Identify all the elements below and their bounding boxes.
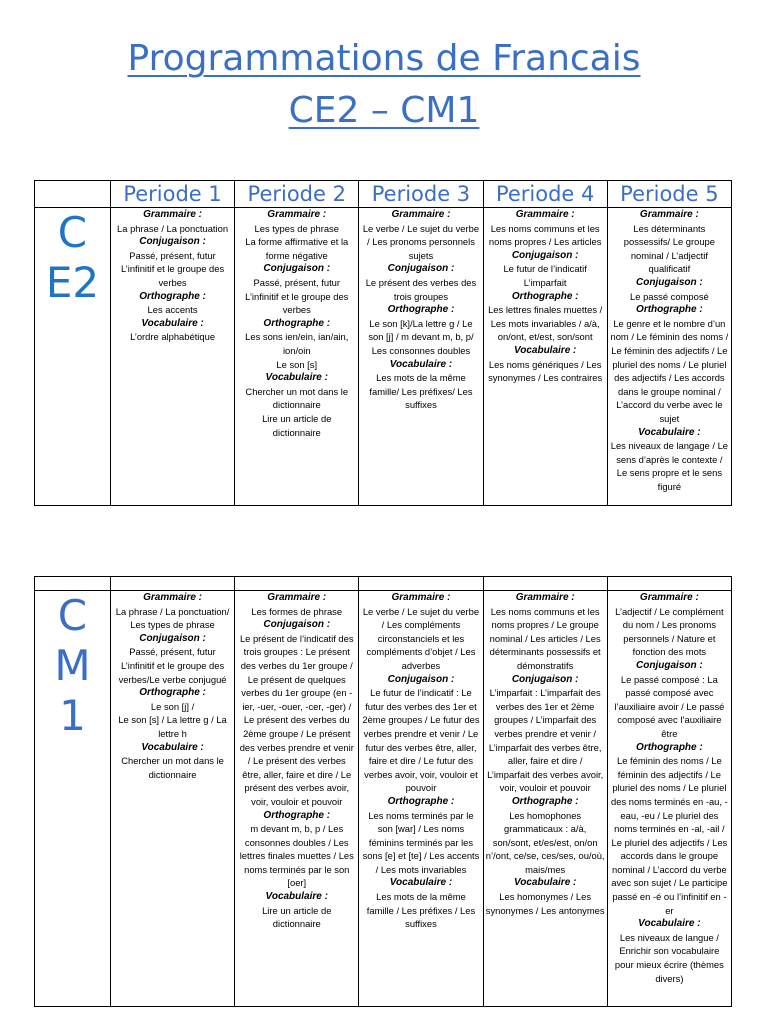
section-heading: Vocabulaire : [513,344,577,356]
section-heading: Vocabulaire : [265,891,328,903]
section-heading: Orthographe : [387,304,455,316]
section-text: Passé, présent, futur L’infinitif et le groupe des verbes [120,249,225,288]
section-heading: Orthographe : [636,304,703,316]
period-header-2: Periode 2 [235,181,359,208]
section-text: L’adjectif / Le complément du nom / Les pronoms personnels / Nature et fonction des mots [615,605,724,658]
grade-label-ce2 [35,208,111,506]
section-heading: Orthographe : [636,741,703,753]
section-text: Le genre et le nombre d’un nom / Le féminin des noms / Le féminin des adjectifs / Le pluriel des noms / Le pluriel des adjectifs / Les accords dans le groupe nominal / L’accord du verbe avec le sujet [610,317,729,424]
section-text: Les mots de la même famille / Les préfixes / Les suffixes [366,891,476,930]
section-text: Les types de phrase [254,222,339,234]
section-heading: Orthographe : [263,317,331,329]
section-text: Le féminin des noms / Le féminin des adjectifs / Le pluriel des noms / Le pluriel des noms terminés en -au, -eau, -eu / Le pluriel des noms terminés en -al, -ail / Le pluriel des adjectifs / Les accords dans le groupe nominal / L’accord du verbe avec son sujet / Le participe passé en -é ou l’infinitif en -er [611,755,728,916]
section-heading: Grammaire : [267,592,327,603]
period-header-2 [235,577,359,591]
section-heading: Orthographe : [511,290,579,302]
section-heading: Grammaire : [391,209,451,220]
section-text: La phrase / La ponctuation/ Les types de phrase [115,605,230,631]
period-cell [359,591,483,1007]
section-text: Le présent de l’indicatif des trois groupes : Le présent des verbes du 1er groupe / Le présent de quelques verbes du 1er groupe (en -ier, -uer, -ouer, -cer, -ger) / Le présent des verbes du 2ème groupe / Le présent des verbes prendre et venir / Le présent des verbes être, aller, faire et dire / Le présent des verbes avoir, voir, vouloir et pouvoir [239,632,354,807]
section-heading: Vocabulaire : [513,877,577,889]
period-header-5: Periode 5 [607,181,731,208]
period-cell [483,208,607,506]
section-heading: Grammaire : [143,209,203,220]
section-text: Les homophones grammaticaux : a/à, son/sont, et/es/est, on/on n’/ont, ce/se, ces/ses, ou/où, mais/mes [485,809,605,875]
section-heading: Conjugaison : [511,249,579,261]
section-text: Les mots de la même famille/ Les préfixes/ Les suffixes [369,372,473,411]
section-heading: Vocabulaire : [265,372,328,384]
section-text: Chercher un mot dans le dictionnaire [121,755,224,780]
section-text: L’imparfait [523,276,567,288]
section-text: La phrase / La ponctuation [117,222,229,234]
section-text: Passé, présent, futur L’infinitif et le groupe des verbes [245,276,349,316]
table-header-row [35,577,732,591]
period-cell [110,591,234,1007]
section-heading: Grammaire : [515,209,575,220]
period-header-1 [110,577,234,591]
period-header-3 [359,577,483,591]
section-heading: Vocabulaire : [638,918,701,930]
section-text: La forme affirmative et la forme négative [245,236,349,261]
period-header-1: Periode 1 [110,181,234,208]
period-cell [607,591,731,1007]
section-heading: Orthographe : [139,687,206,699]
section-text: Lire un article de dictionnaire [262,904,332,930]
period-cell [483,591,607,1007]
section-heading: Conjugaison : [263,619,331,631]
section-heading: Conjugaison : [511,673,579,685]
section-text: Les déterminants possessifs/ Le groupe nominal / L’adjectif qualificatif [623,222,715,275]
section-heading: Vocabulaire : [389,877,453,889]
grade-label-cm1 [35,591,111,1007]
section-text: Les sons ien/ein, ian/ain, ion/oin [245,331,349,356]
period-header-4 [483,577,607,591]
cm1-programme-table [34,576,732,1007]
section-text: Lire un article de dictionnaire [262,412,332,438]
section-heading: Conjugaison : [139,236,206,248]
section-text: Le passé composé : La passé composé avec l’auxiliaire avoir / Le passé composé avec l’auxiliaire être [614,673,725,739]
period-cell [110,208,234,506]
section-heading: Conjugaison : [139,632,206,644]
period-cell [235,591,359,1007]
section-heading: Vocabulaire : [389,358,453,370]
grade-text: CM1 [54,591,91,740]
section-text: Le son [s] [276,358,318,370]
section-text: Les noms terminés par le son [war] / Les noms féminins terminés par les sons [e] et [te] / Les accents / Les mots invariables [362,809,480,875]
section-heading: Grammaire : [639,592,699,603]
table-header-row [35,181,732,208]
section-heading: Grammaire : [639,209,699,220]
section-text: m devant m, b, p / Les consonnes doubles / Les lettres finales muettes / Les noms terminés par le son [oer] [239,823,354,889]
section-heading: Orthographe : [387,795,455,807]
section-text: Le futur de l’indicatif [503,263,587,275]
section-text: Le verbe / Le sujet du verbe / Les pronoms personnels sujets [362,222,480,261]
section-text: Chercher un mot dans le dictionnaire [245,385,349,411]
period-header-4: Periode 4 [483,181,607,208]
section-heading: Vocabulaire : [141,317,204,329]
section-heading: Orthographe : [511,795,579,807]
grade-text: CE2 [45,208,100,307]
section-text: Le son [s] / La lettre g / La lettre h [118,714,227,739]
section-heading: Conjugaison : [636,659,703,671]
section-text: L’ordre alphabétique [130,331,216,343]
section-heading: Grammaire : [391,592,451,603]
section-text: Les noms génériques / Les synonymes / Les contraires [488,358,603,384]
section-text: Les noms communs et les noms propres / Le groupe nominal / Les articles / Les déterminants possessifs et démonstratifs [489,605,601,671]
section-text: Le son [j] / [150,700,195,712]
section-heading: Orthographe : [263,809,331,821]
section-heading: Conjugaison : [636,276,703,288]
section-text: Le présent des verbes des trois groupes [365,276,477,302]
section-heading: Grammaire : [515,592,575,603]
section-text: Les niveaux de langage / Le sens d’après le contexte / Le sens propre et le sens figuré [610,440,729,492]
section-text: Passé, présent, futur L’infinitif et le groupe des verbes/Le verbe conjugué [118,646,227,685]
section-text: L’imparfait : L’imparfait des verbes des 1er et 2ème groupes / L’imparfait des verbes prendre et venir / L’imparfait des verbes être, aller, faire et dire / L’imparfait des verbes avoir, voir, vouloir et pouvoir [487,687,604,794]
section-text: Le verbe / Le sujet du verbe / Les compléments circonstanciels et les compléments d’objet / Les adverbes [362,605,480,671]
section-heading: Orthographe : [139,290,206,302]
period-cell [607,208,731,506]
section-heading: Grammaire : [267,209,327,220]
period-cell [235,208,359,506]
page-title-line-1: Programmations de Francais [127,38,641,79]
section-text: Les noms communs et les noms propres / Les articles [488,222,602,248]
period-header-3: Periode 3 [359,181,483,208]
corner-cell [35,577,111,591]
section-text: Le passé composé [630,290,709,302]
ce2-programme-table [34,180,732,506]
section-text: Les homonymes / Les synonymes / Les antonymes [485,891,605,916]
section-heading: Conjugaison : [387,263,455,275]
section-heading: Conjugaison : [387,673,455,685]
section-heading: Grammaire : [143,592,203,603]
corner-cell [35,181,111,208]
section-text: Les niveaux de langue / Enrichir son vocabulaire pour mieux écrire (thèmes divers) [614,931,724,984]
section-text: Les accents [147,304,198,316]
section-heading: Conjugaison : [263,263,331,275]
section-text: Le son [k]/La lettre g / Le son [j] / m devant m, b, p/ Les consonnes doubles [368,317,474,356]
section-heading: Vocabulaire : [638,426,701,438]
section-text: Les formes de phrase [251,605,343,617]
page-title-line-2: CE2 – CM1 [288,90,480,131]
section-text: Le futur de l’indicatif : Le futur des verbes des 1er et 2ème groupes / Le futur des verbes prendre et venir / Le futur des verbes être, aller, faire et dire / Le futur des verbes avoir, voir, vouloir et pouvoir [362,687,480,794]
period-cell [359,208,483,506]
period-header-5 [607,577,731,591]
table-row [35,208,732,506]
section-heading: Vocabulaire : [141,741,204,753]
section-text: Les lettres finales muettes / Les mots invariables / a/à, on/ont, et/est, son/sont [488,304,603,343]
table-row [35,591,732,1007]
